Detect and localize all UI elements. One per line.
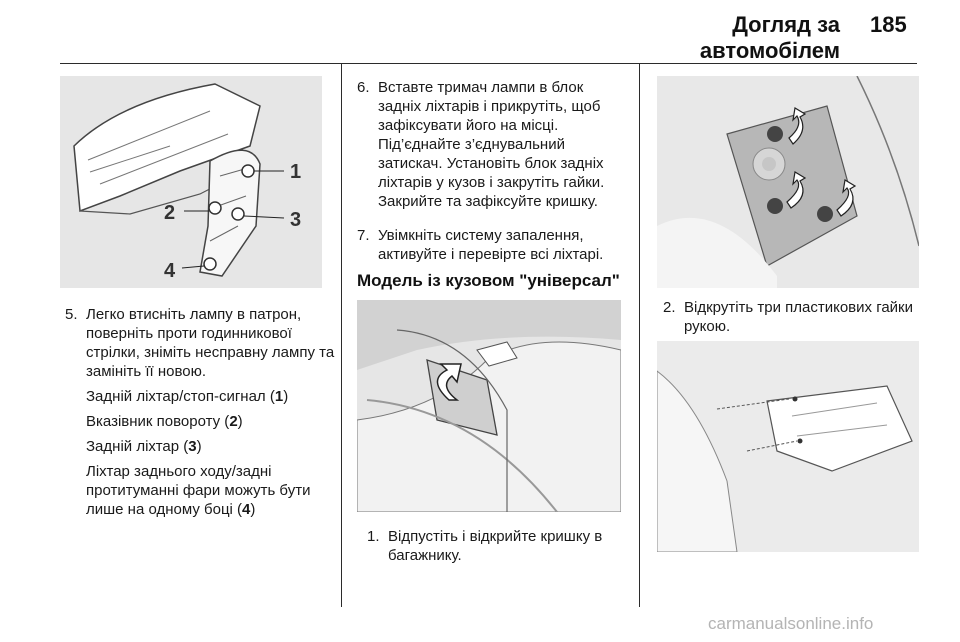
page-title: Догляд за автомобілем xyxy=(699,12,840,63)
section-heading: Модель із кузовом "універсал" xyxy=(357,271,620,290)
step-5 xyxy=(65,305,335,519)
step-number: 2. xyxy=(663,299,676,316)
step-number: 5. xyxy=(65,306,78,323)
step-text: Відкрутіть три пластикових гайки рукою. xyxy=(684,299,913,335)
trunk-cover-illustration xyxy=(357,300,621,512)
watermark: carmanualsonline.info xyxy=(708,614,874,633)
step-2 xyxy=(663,298,919,336)
column-divider-left xyxy=(341,64,342,607)
tail-lamp-illustration xyxy=(60,76,322,288)
step-text: Увімкніть систему запалення, активуйте і перевірте всі ліхтарі. xyxy=(378,227,604,263)
column-divider-right xyxy=(639,64,640,607)
step-number: 7. xyxy=(357,227,370,244)
header-rule xyxy=(60,63,917,64)
tail-lamp-bulb-holder-figure xyxy=(60,76,322,288)
callout-3: 3 xyxy=(290,209,302,231)
trunk-cover-figure xyxy=(357,300,621,512)
lamp-removal-illustration xyxy=(657,341,919,552)
step-6 xyxy=(357,78,627,211)
step-7 xyxy=(357,226,627,264)
bulb-item-2: Вказівник повороту (2) xyxy=(86,413,243,430)
plastic-nuts-illustration xyxy=(657,76,919,288)
bulb-item-4: Ліхтар заднього ходу/задні протитуманні фари можуть бути лише на одному боці (4) xyxy=(86,463,311,518)
plastic-nuts-figure xyxy=(657,76,919,288)
bulb-item-3: Задній ліхтар (3) xyxy=(86,438,202,455)
callout-4: 4 xyxy=(164,260,176,282)
step-number: 1. xyxy=(367,528,380,545)
step-text: Легко втисніть лампу в патрон, поверніть проти годинникової стрілки, зніміть несправну лампу та замініть її новою. xyxy=(86,306,335,380)
callout-2: 2 xyxy=(164,202,176,224)
callout-1: 1 xyxy=(290,161,302,183)
step-number: 6. xyxy=(357,79,370,96)
bulb-item-1: Задній ліхтар/стоп-сигнал (1) xyxy=(86,388,289,405)
lamp-removal-figure xyxy=(657,341,919,552)
step-1 xyxy=(367,527,622,565)
step-text: Вставте тримач лампи в блок задніх ліхтарів і прикрутіть, щоб зафіксувати його на місці. Під’єднайте з’єднувальний затискач. Установіть блок задніх ліхтарів у кузов і закрутіть гайки. Закрийте та зафіксуйте кришку. xyxy=(378,79,605,210)
page-number: 185 xyxy=(870,12,907,37)
step-text: Відпустіть і відкрийте кришку в багажнику. xyxy=(388,528,603,564)
